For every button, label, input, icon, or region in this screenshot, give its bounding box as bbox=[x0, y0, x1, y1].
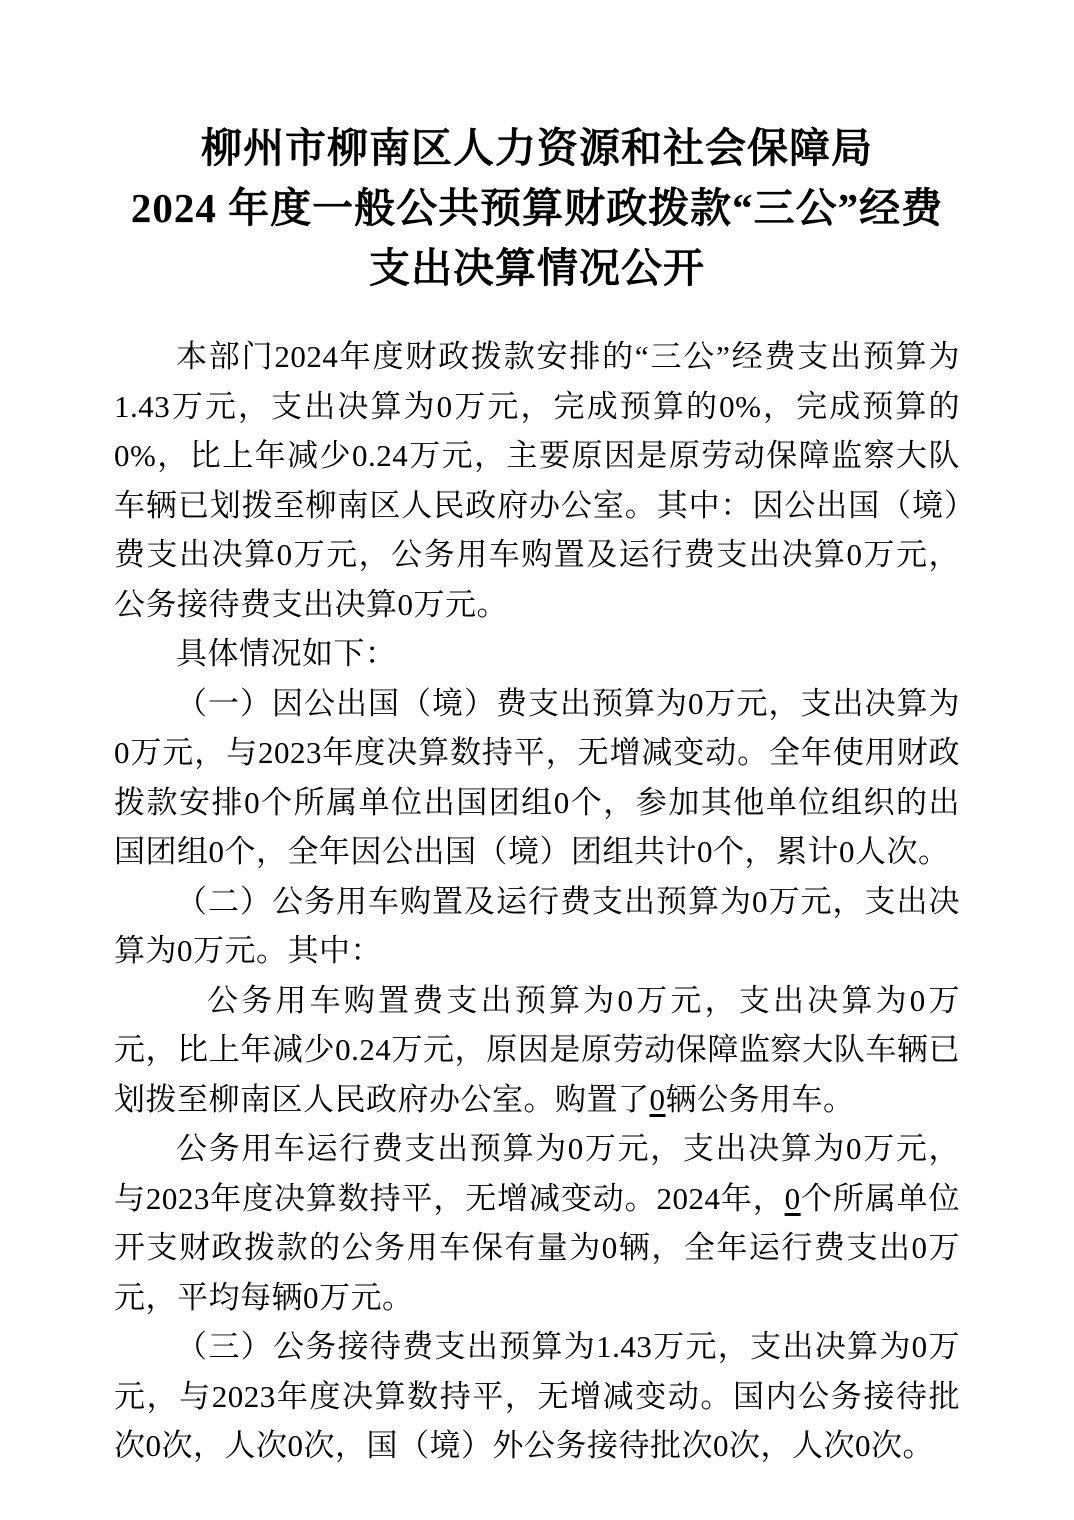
paragraph-text: 具体情况如下： bbox=[176, 636, 397, 671]
document-title bbox=[114, 118, 960, 298]
paragraph-text: 个所属单位开支财政拨款的公务用车保有量为0辆，全年运行费支出0万元，平均每辆0万元。 bbox=[114, 1180, 960, 1315]
paragraph-text: 本部门2024年度财政拨款安排的“三公”经费支出预算为1.43万元，支出决算为0万元，完成预算的0%，完成预算的0%，比上年减少0.24万元，主要原因是原劳动保障监察大队车辆已划拨至柳南区人民政府办公室。其中：因公出国（境）费支出决算0万元，公务用车购置及运行费支出决算0万元，公务接待费支出决算0万元。 bbox=[114, 339, 960, 622]
paragraph-text: 公务用车运行费支出预算为0万元，支出决算为0万元，与2023年度决算数持平，无增减变动。2024年， bbox=[114, 1131, 960, 1216]
document-content bbox=[114, 118, 960, 1471]
paragraph-summary bbox=[114, 332, 960, 629]
paragraph-text: 公务用车购置费支出预算为0万元，支出决算为0万元，比上年减少0.24万元，原因是原劳动保障监察大队车辆已划拨至柳南区人民政府办公室。购置了 bbox=[114, 982, 960, 1117]
title-line-3: 支出决算情况公开 bbox=[369, 245, 705, 291]
underlined-value: 0 bbox=[784, 1180, 801, 1216]
title-line-1: 柳州市柳南区人力资源和社会保障局 bbox=[201, 125, 873, 171]
paragraph-vehicle-total bbox=[114, 877, 960, 976]
paragraph-text: （二）公务用车购置及运行费支出预算为0万元，支出决算为0万元。其中： bbox=[114, 883, 960, 968]
paragraph-abroad-expense bbox=[114, 679, 960, 877]
paragraph-reception bbox=[114, 1322, 960, 1471]
underlined-value: 0 bbox=[649, 1081, 666, 1117]
paragraph-vehicle-operation bbox=[114, 1124, 960, 1322]
paragraph-text: （三）公务接待费支出预算为1.43万元，支出决算为0万元，与2023年度决算数持平，无增减变动。国内公务接待批次0次，人次0次，国（境）外公务接待批次0次，人次0次。 bbox=[114, 1329, 960, 1463]
paragraph-text: （一）因公出国（境）费支出预算为0万元，支出决算为0万元，与2023年度决算数持平，无增减变动。全年使用财政拨款安排0个所属单位出国团组0个，参加其他单位组织的出国团组0个，全年因公出国（境）团组共计0个，累计0人次。 bbox=[114, 685, 960, 869]
paragraph-details-intro bbox=[114, 629, 960, 679]
paragraph-text: 辆公务用车。 bbox=[665, 1081, 855, 1117]
paragraph-vehicle-purchase bbox=[114, 976, 960, 1125]
document-body bbox=[114, 332, 960, 1471]
title-line-2: 2024 年度一般公共预算财政拨款“三公”经费 bbox=[130, 185, 944, 231]
